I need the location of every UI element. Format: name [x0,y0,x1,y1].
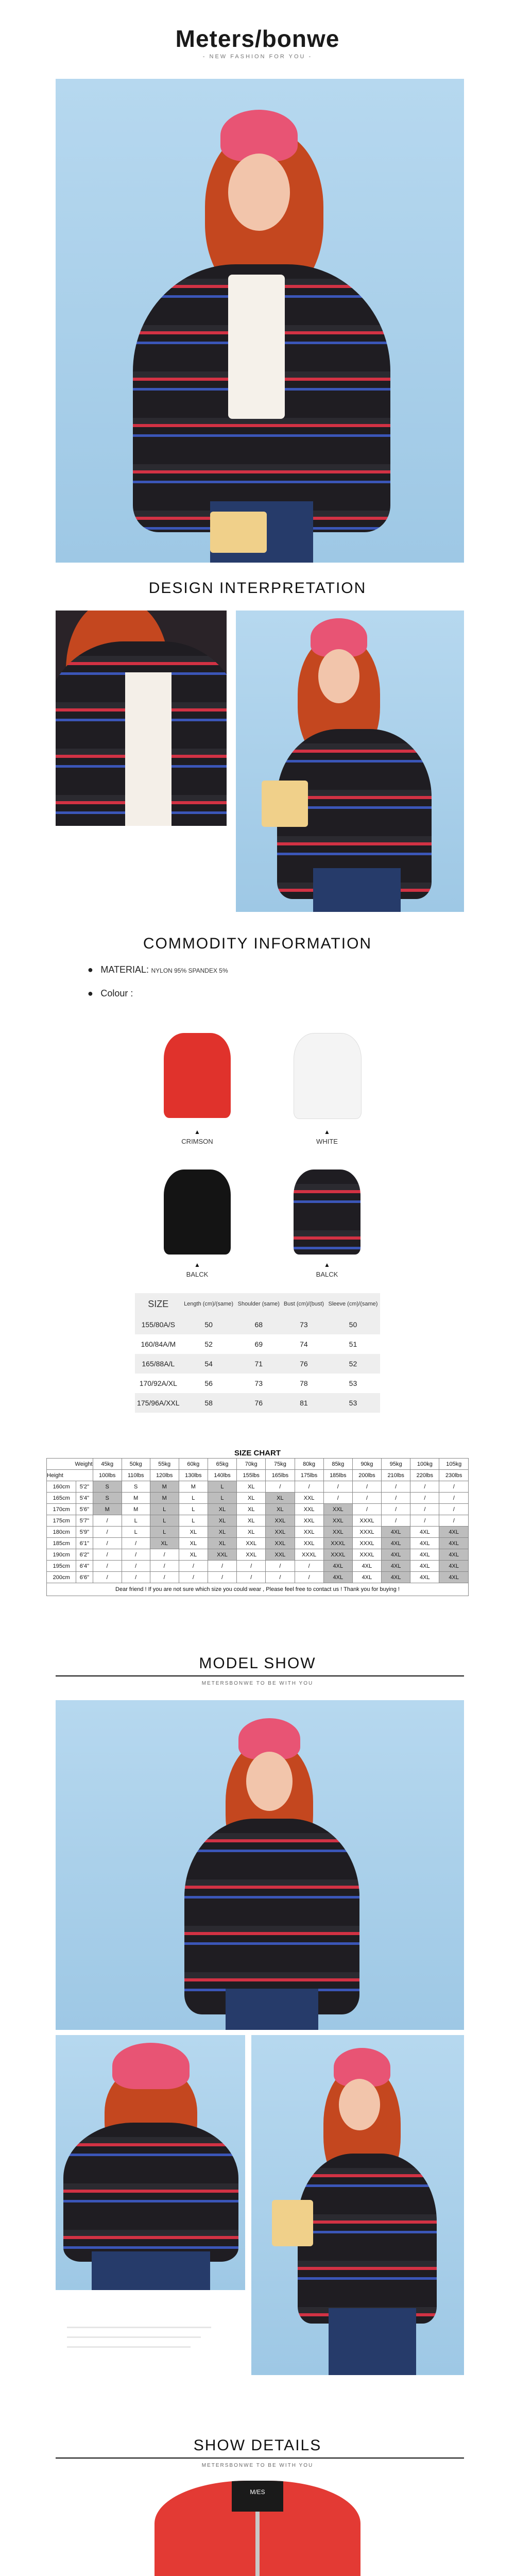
brand-tagline: - NEW FASHION FOR YOU - [202,54,313,60]
weight-lbs-header: 185lbs [323,1470,352,1481]
size-chart-row [47,1572,469,1583]
size-table-row [135,1315,380,1334]
size-chart-cell: XXL [295,1527,323,1538]
jacket-collar [232,2481,283,2512]
jacket-print-image [294,1170,360,1255]
weight-kg-header: 105kg [439,1459,469,1470]
size-chart-cell: / [93,1527,122,1538]
size-chart-cell: S [93,1493,122,1504]
model-show-photo-main [56,1700,464,2030]
size-chart-cell: 4XL [382,1572,410,1583]
size-chart-cell: / [295,1572,323,1583]
size-chart-cell: 4XL [382,1549,410,1561]
detail-photo [154,2481,360,2576]
size-chart-cell: 4XL [323,1561,352,1572]
size-chart-cell: XXL [295,1538,323,1549]
size-chart-cell: / [122,1561,150,1572]
divider [56,1675,464,1676]
weight-kg-header: 80kg [295,1459,323,1470]
size-chart-row [47,1538,469,1549]
size-chart-cell: XXXL [323,1549,352,1561]
hero-photo [56,79,464,563]
size-chart-cell: / [237,1572,266,1583]
jacket-white-image [294,1033,362,1119]
size-chart-row [47,1549,469,1561]
size-chart-cell: / [439,1493,469,1504]
size-chart-cell: S [93,1481,122,1493]
size-chart-cell: / [410,1493,439,1504]
show-details-subtitle: METERSBONWE TO BE WITH YOU [201,2463,314,2468]
material-label: MATERIAL: [100,964,149,975]
height-cm-cell: 160cm [47,1481,76,1493]
size-chart-cell: M [122,1504,150,1515]
size-chart-cell: XXXL [352,1527,381,1538]
size-chart-cell: / [295,1481,323,1493]
swatch-label: BALCK [186,1270,209,1278]
swatch-print [288,1170,366,1257]
size-chart-cell: L [150,1527,179,1538]
size-chart-cell: 4XL [439,1549,469,1561]
size-chart-cell: / [323,1493,352,1504]
size-table-cell: 165/88A/L [135,1354,182,1374]
size-table-cell: 52 [326,1354,380,1374]
bullet-icon: ● [88,988,98,998]
model-show-photo-back [56,2035,245,2290]
size-chart-cell: 4XL [323,1572,352,1583]
size-table-cell: 76 [282,1354,326,1374]
size-chart-cell: M [150,1481,179,1493]
commodity-info-title: COMMODITY INFORMATION [143,935,372,952]
colour-row [88,988,448,999]
height-cm-cell: 185cm [47,1538,76,1549]
height-ft-cell: 6'2" [76,1549,93,1561]
weight-lbs-header: 165lbs [266,1470,295,1481]
size-chart-cell: / [93,1549,122,1561]
size-chart-cell: XL [150,1538,179,1549]
size-table-cell: 53 [326,1393,380,1413]
size-chart-row [47,1515,469,1527]
size-table-cell: 74 [300,1340,308,1348]
size-table-row [135,1393,380,1413]
size-chart-cell: / [150,1572,179,1583]
size-chart-cell: M [122,1493,150,1504]
size-chart-cell: L [150,1515,179,1527]
height-ft-cell: 5'7" [76,1515,93,1527]
size-chart-row [47,1493,469,1504]
size-chart-cell: XXL [266,1538,295,1549]
design-model-photo [236,611,464,912]
size-chart-cell: / [352,1481,381,1493]
size-chart-cell: XXL [208,1549,236,1561]
size-table-cell: 170/92A/XL [139,1379,177,1387]
weight-lbs-header: 220lbs [410,1470,439,1481]
size-chart-cell: / [410,1481,439,1493]
height-cm-cell: 170cm [47,1504,76,1515]
size-table-cell: 71 [236,1354,282,1374]
jacket-crimson-image [164,1033,231,1118]
size-table-cell: 175/96A/XXL [135,1393,182,1413]
size-table-row [135,1354,380,1374]
size-chart-cell: / [323,1481,352,1493]
size-chart-cell: / [382,1504,410,1515]
weight-kg-header: 95kg [382,1459,410,1470]
swatch-label: BALCK [316,1270,338,1278]
model-show-subtitle: METERSBONWE TO BE WITH YOU [201,1681,314,1686]
height-ft-cell: 5'4" [76,1493,93,1504]
size-chart-cell: XL [179,1549,208,1561]
size-table-cell: 51 [349,1340,357,1348]
size-table-cell: 69 [254,1340,263,1348]
size-chart-cell: L [208,1481,236,1493]
shoulder-col-header: Shoulder (same) [237,1301,280,1307]
weight-corner-label: Weight [47,1459,93,1470]
size-chart-cell: / [208,1572,236,1583]
height-cm-cell: 165cm [47,1493,76,1504]
size-chart-cell: / [266,1481,295,1493]
size-chart-cell: 4XL [410,1549,439,1561]
size-chart-table [46,1458,469,1596]
weight-kg-header: 65kg [208,1459,236,1470]
size-chart-cell: 4XL [439,1527,469,1538]
sleeve-col-header: Sleeve (cm)/(same) [328,1301,378,1307]
size-chart-cell: 4XL [410,1538,439,1549]
size-table-cell: 54 [182,1354,236,1374]
size-chart-cell: / [382,1481,410,1493]
size-chart-cell: XXL [266,1527,295,1538]
size-chart-cell: M [150,1493,179,1504]
height-corner-label: Height [47,1470,93,1481]
weight-kg-header: 85kg [323,1459,352,1470]
height-ft-cell: 5'6" [76,1504,93,1515]
size-table-cell: 160/84A/M [141,1340,176,1348]
size-chart-cell: / [122,1538,150,1549]
size-chart-cell: / [179,1572,208,1583]
size-chart-cell: / [93,1515,122,1527]
weight-lbs-header: 100lbs [93,1470,122,1481]
design-detail-photo [56,611,227,826]
weight-kg-header: 100kg [410,1459,439,1470]
size-chart-cell: L [122,1527,150,1538]
size-chart-cell: L [208,1493,236,1504]
weight-lbs-header: 230lbs [439,1470,469,1481]
weight-lbs-header: 175lbs [295,1470,323,1481]
size-chart-cell: L [179,1504,208,1515]
size-table-cell: 52 [204,1340,213,1348]
size-chart-cell: XL [208,1515,236,1527]
size-chart-row [47,1481,469,1493]
size-chart-cell: 4XL [352,1561,381,1572]
swatch-label: CRIMSON [181,1138,213,1145]
size-chart-cell: XXL [323,1527,352,1538]
weight-lbs-header: 130lbs [179,1470,208,1481]
size-chart-cell: XXXL [352,1538,381,1549]
height-ft-cell: 6'6" [76,1572,93,1583]
size-chart-cell: / [208,1561,236,1572]
size-table-row [135,1334,380,1354]
size-chart-cell: XXL [266,1515,295,1527]
size-chart-cell: 4XL [439,1561,469,1572]
size-chart-cell: XL [237,1515,266,1527]
size-chart-cell: L [179,1493,208,1504]
material-value: NYLON 95% SPANDEX 5% [151,967,228,974]
size-chart-cell: / [352,1493,381,1504]
triangle-icon: ▲ [194,1261,200,1268]
size-chart-cell: XL [237,1493,266,1504]
size-chart-cell: XL [208,1538,236,1549]
triangle-icon: ▲ [324,1261,330,1268]
height-cm-cell: 195cm [47,1561,76,1572]
size-chart-cell: XL [179,1538,208,1549]
jacket-black-image [164,1170,231,1255]
size-chart-cell: XXL [323,1504,352,1515]
size-chart-cell: XL [208,1504,236,1515]
height-ft-cell: 6'1" [76,1538,93,1549]
weight-kg-header: 55kg [150,1459,179,1470]
weight-lbs-header: 155lbs [237,1470,266,1481]
triangle-icon: ▲ [324,1128,330,1136]
weight-lbs-header: 210lbs [382,1470,410,1481]
size-table-cell: 50 [326,1315,380,1334]
size-chart-cell: 4XL [439,1538,469,1549]
size-table-cell: 73 [254,1379,263,1387]
size-chart-cell: / [439,1504,469,1515]
weight-kg-header: 90kg [352,1459,381,1470]
show-details-title: SHOW DETAILS [193,2437,322,2454]
design-interpretation-title: DESIGN INTERPRETATION [148,580,367,597]
size-chart-row [47,1561,469,1572]
size-table-cell: 53 [349,1379,357,1387]
swatch-label: WHITE [316,1138,338,1145]
size-chart-cell: XL [266,1504,295,1515]
height-cm-cell: 190cm [47,1549,76,1561]
size-chart-cell: XXL [237,1549,266,1561]
weight-kg-header: 75kg [266,1459,295,1470]
size-chart-cell: / [179,1561,208,1572]
size-chart-cell: XL [266,1493,295,1504]
size-chart-cell: / [122,1572,150,1583]
length-col-header: Length (cm)/(same) [184,1301,234,1307]
size-chart-cell: / [382,1493,410,1504]
size-chart-cell: / [410,1515,439,1527]
size-chart-cell: 4XL [382,1538,410,1549]
triangle-icon: ▲ [194,1128,200,1136]
size-chart-row [47,1504,469,1515]
size-chart-cell: / [150,1549,179,1561]
size-chart-cell: 4XL [439,1572,469,1583]
zipper [255,2512,260,2576]
size-chart-cell: L [150,1504,179,1515]
size-chart-cell: / [93,1538,122,1549]
size-chart-cell: M [179,1481,208,1493]
size-table-cell: 68 [236,1315,282,1334]
size-col-header: SIZE [148,1298,169,1309]
size-chart-cell: XXXL [352,1549,381,1561]
weight-kg-header: 50kg [122,1459,150,1470]
size-chart-cell: / [266,1561,295,1572]
swatch-white [288,1033,366,1121]
size-chart-cell: XL [208,1527,236,1538]
size-chart-cell: XXXL [323,1538,352,1549]
size-chart-cell: XL [179,1527,208,1538]
swatch-black [159,1170,236,1257]
swatch-crimson [159,1033,236,1121]
size-chart-cell: / [266,1572,295,1583]
size-table-cell: 155/80A/S [135,1315,182,1334]
size-table-cell: 81 [282,1393,326,1413]
size-table-cell: 56 [204,1379,213,1387]
size-chart-cell: / [382,1515,410,1527]
decorative-lines [67,2318,221,2370]
colour-label: Colour : [100,988,133,998]
height-ft-cell: 5'9" [76,1527,93,1538]
bust-col-header: Bust (cm)/(bust) [283,1301,324,1307]
brand-logo: Meters/bonwe [175,25,340,52]
height-ft-cell: 6'4" [76,1561,93,1572]
size-chart-cell: / [150,1561,179,1572]
height-cm-cell: 180cm [47,1527,76,1538]
weight-lbs-header: 140lbs [208,1470,236,1481]
size-chart-footnote: Dear friend ! If you are not sure which size you could wear , Please feel free to contact us ! Thank you for buying ! [47,1583,469,1596]
bullet-icon: ● [88,964,98,975]
brand-badge: M/ES [250,2488,265,2496]
size-chart-row [47,1527,469,1538]
divider [56,2458,464,2459]
size-chart-cell: XL [237,1527,266,1538]
size-chart-cell: 4XL [352,1572,381,1583]
size-chart-cell: XXL [295,1515,323,1527]
size-chart-cell: XXL [295,1504,323,1515]
size-chart-cell: M [93,1504,122,1515]
size-chart-cell: 4XL [410,1561,439,1572]
size-table [135,1293,380,1413]
size-chart-cell: 4XL [410,1527,439,1538]
size-chart-cell: / [237,1561,266,1572]
weight-lbs-header: 200lbs [352,1470,381,1481]
height-cm-cell: 200cm [47,1572,76,1583]
size-table-cell: 78 [300,1379,308,1387]
size-chart-cell: 4XL [410,1572,439,1583]
size-chart-cell: / [410,1504,439,1515]
size-chart-cell: / [93,1572,122,1583]
size-chart-cell: XXL [266,1549,295,1561]
size-table-cell: 58 [182,1393,236,1413]
size-chart-cell: XXL [237,1538,266,1549]
size-table-cell: 50 [182,1315,236,1334]
weight-lbs-header: 120lbs [150,1470,179,1481]
size-chart-cell: 4XL [382,1561,410,1572]
size-chart-cell: / [439,1515,469,1527]
weight-lbs-header: 110lbs [122,1470,150,1481]
size-chart-cell: / [295,1561,323,1572]
size-chart-title: SIZE CHART [234,1449,281,1458]
model-show-photo-side [251,2035,464,2375]
size-chart-cell: L [122,1515,150,1527]
size-chart-cell: L [179,1515,208,1527]
size-chart-cell: / [352,1504,381,1515]
size-chart-cell: / [439,1481,469,1493]
size-chart-cell: / [93,1561,122,1572]
size-table-cell: 76 [236,1393,282,1413]
size-chart-cell: XL [237,1504,266,1515]
size-chart-cell: 4XL [382,1527,410,1538]
size-chart-cell: XL [237,1481,266,1493]
size-chart-cell: XXXL [352,1515,381,1527]
size-chart-cell: S [122,1481,150,1493]
size-chart-cell: / [122,1549,150,1561]
height-cm-cell: 175cm [47,1515,76,1527]
material-row [88,964,448,975]
model-show-title: MODEL SHOW [199,1655,316,1672]
weight-kg-header: 60kg [179,1459,208,1470]
weight-kg-header: 70kg [237,1459,266,1470]
size-chart-cell: XXXL [295,1549,323,1561]
size-table-row [135,1374,380,1393]
size-table-cell: 73 [282,1315,326,1334]
height-ft-cell: 5'2" [76,1481,93,1493]
weight-kg-header: 45kg [93,1459,122,1470]
size-chart-cell: XXL [295,1493,323,1504]
size-chart-cell: XXL [323,1515,352,1527]
